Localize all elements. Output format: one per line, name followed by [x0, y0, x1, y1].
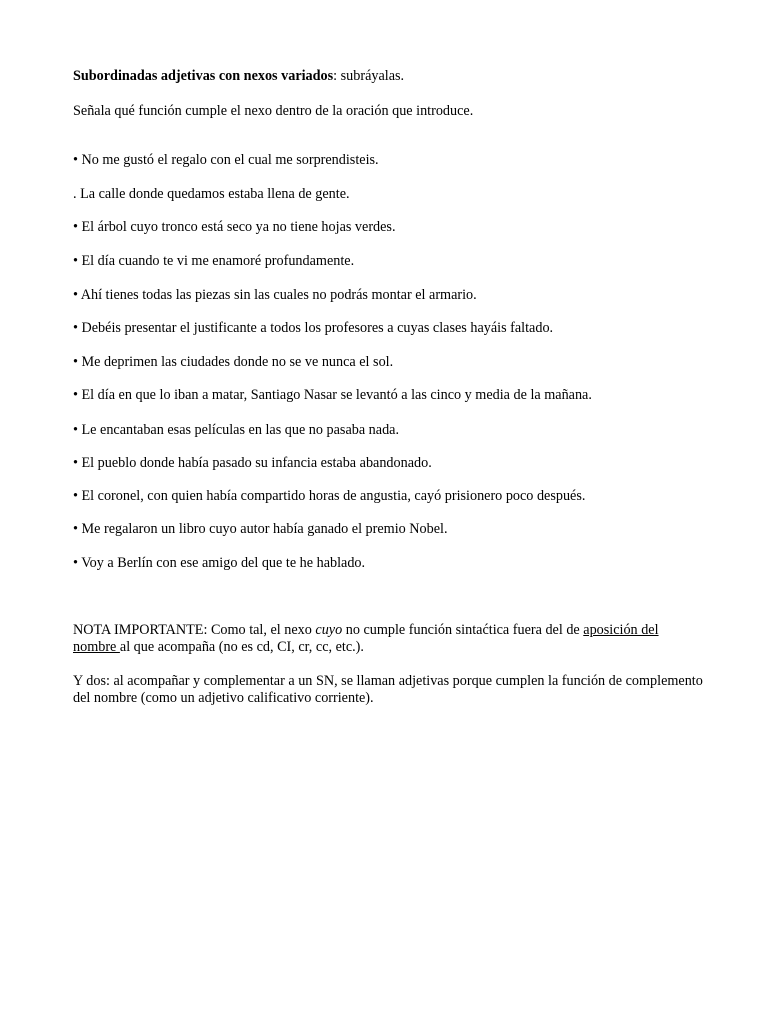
list-item: • El coronel, con quien había compartido horas de angustia, cayó prisionero poco después.	[73, 488, 586, 504]
title-rest: : subráyalas.	[333, 68, 405, 84]
list-item: • Voy a Berlín con ese amigo del que te he hablado.	[73, 555, 366, 571]
title-bold: Subordinadas adjetivas con nexos variados	[73, 68, 334, 84]
list-item: • El árbol cuyo tronco está seco ya no tiene hojas verdes.	[73, 219, 396, 235]
note-part-2: no cumple función sintaćtica fuera del de	[342, 622, 584, 638]
important-note	[73, 622, 703, 656]
note-italic-word: cuyo	[315, 622, 343, 638]
note-part-1: NOTA IMPORTANTE: Como tal, el nexo	[73, 622, 316, 638]
list-item: • El día cuando te vi me enamoré profundamente.	[73, 253, 355, 269]
closing-paragraph: Y dos: al acompañar y complementar a un SN, se llaman adjetivas porque cumplen la función de complemento del nombre (como un adjetivo calificativo corriente).	[73, 673, 703, 706]
note-part-3: al que acompaña (no es cd, CI, cr, cc, etc.).	[119, 639, 364, 655]
list-item: • Ahí tienes todas las piezas sin las cuales no podrás montar el armario.	[73, 287, 477, 303]
list-item: • Debéis presentar el justificante a todos los profesores a cuyas clases hayáis faltado.	[73, 320, 554, 336]
list-item: • No me gustó el regalo con el cual me sorprendisteis.	[73, 152, 379, 168]
list-item: • El día en que lo iban a matar, Santiago Nasar se levantó a las cinco y media de la mañana.	[73, 387, 592, 403]
document-title	[73, 68, 404, 85]
list-item: • Me regalaron un libro cuyo autor había ganado el premio Nobel.	[73, 521, 448, 537]
list-item: • Le encantaban esas películas en las que no pasaba nada.	[73, 422, 400, 438]
list-item: • Me deprimen las ciudades donde no se ve nunca el sol.	[73, 354, 394, 370]
list-item: . La calle donde quedamos estaba llena de gente.	[73, 186, 350, 202]
note-underlined-term: aposición del nombre	[73, 622, 659, 655]
list-item: • El pueblo donde había pasado su infancia estaba abandonado.	[73, 455, 432, 471]
instruction-text: Señala qué función cumple el nexo dentro de la oración que introduce.	[73, 103, 474, 119]
